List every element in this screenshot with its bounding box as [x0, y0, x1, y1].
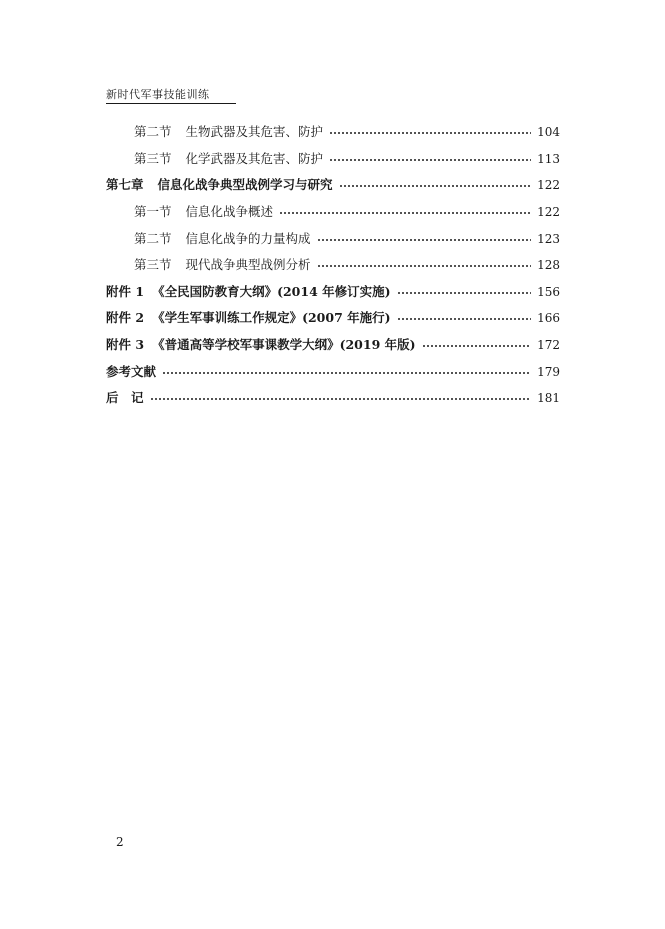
toc-page-number: 181 — [537, 391, 560, 406]
toc-chapter-title: 信息化战争典型战例学习与研究 — [157, 177, 333, 193]
toc-dot-leader — [162, 372, 531, 374]
toc-section-number: 第三节 — [134, 257, 172, 273]
toc-entry-appendix-1[interactable] — [106, 279, 560, 306]
toc-entry-appendix-3[interactable] — [106, 332, 560, 359]
toc-section-number: 第二节 — [134, 230, 172, 246]
toc-section-number: 第二节 — [134, 124, 172, 140]
toc-section-title: 化学武器及其危害、防护 — [185, 150, 324, 166]
toc-entry-informatized-war-overview[interactable] — [106, 199, 560, 226]
toc-appendix-title: 《全民国防教育大纲》(2014 年修订实施) — [152, 283, 391, 299]
toc-entry-afterword[interactable] — [106, 385, 560, 412]
toc-page-number: 179 — [537, 364, 560, 379]
toc-page-number: 156 — [537, 284, 560, 299]
toc-section-title: 信息化战争的力量构成 — [185, 230, 311, 246]
toc-page-number: 166 — [537, 311, 560, 326]
toc-section-title: 信息化战争概述 — [185, 204, 274, 220]
toc-entry-title: 参考文献 — [106, 363, 157, 379]
toc-page-number: 104 — [537, 125, 560, 140]
toc-appendix-number: 附件 3 — [106, 337, 145, 353]
toc-page-number: 128 — [537, 258, 560, 273]
toc-appendix-title: 《学生军事训练工作规定》(2007 年施行) — [152, 310, 391, 326]
toc-entry-appendix-2[interactable] — [106, 305, 560, 332]
toc-dot-leader — [317, 239, 532, 241]
toc-entry-references[interactable] — [106, 358, 560, 385]
toc-dot-leader — [329, 132, 531, 134]
toc-entry-modern-war-cases[interactable] — [106, 252, 560, 279]
toc-page-number: 113 — [537, 151, 560, 166]
toc-dot-leader — [279, 212, 531, 214]
toc-page-number: 122 — [537, 178, 560, 193]
toc-dot-leader — [317, 265, 532, 267]
toc-section-title: 现代战争典型战例分析 — [185, 257, 311, 273]
toc-page-number: 122 — [537, 205, 560, 220]
toc-appendix-number: 附件 1 — [106, 283, 145, 299]
toc-entry-chemical-weapons[interactable] — [106, 146, 560, 173]
toc-page-number: 123 — [537, 231, 560, 246]
toc-section-number: 第三节 — [134, 150, 172, 166]
toc-entry-force-composition[interactable] — [106, 225, 560, 252]
toc-appendix-title: 《普通高等学校军事课教学大纲》(2019 年版) — [152, 337, 416, 353]
toc-section-number: 第一节 — [134, 204, 172, 220]
toc-dot-leader — [397, 318, 532, 320]
toc-entry-chapter-seven[interactable] — [106, 172, 560, 199]
running-header: 新时代军事技能训练 — [106, 88, 236, 104]
toc-section-title: 生物武器及其危害、防护 — [185, 124, 324, 140]
toc-chapter-number: 第七章 — [106, 177, 144, 193]
toc-page-number: 172 — [537, 338, 560, 353]
toc-dot-leader — [422, 345, 532, 347]
toc-dot-leader — [397, 292, 532, 294]
toc-entry-title: 后 记 — [106, 390, 144, 406]
toc-dot-leader — [150, 398, 532, 400]
toc-appendix-number: 附件 2 — [106, 310, 145, 326]
toc-entry-biological-weapons[interactable] — [106, 119, 560, 146]
page-number: 2 — [116, 835, 124, 849]
toc-dot-leader — [339, 185, 532, 187]
table-of-contents — [106, 119, 560, 412]
toc-dot-leader — [329, 159, 531, 161]
